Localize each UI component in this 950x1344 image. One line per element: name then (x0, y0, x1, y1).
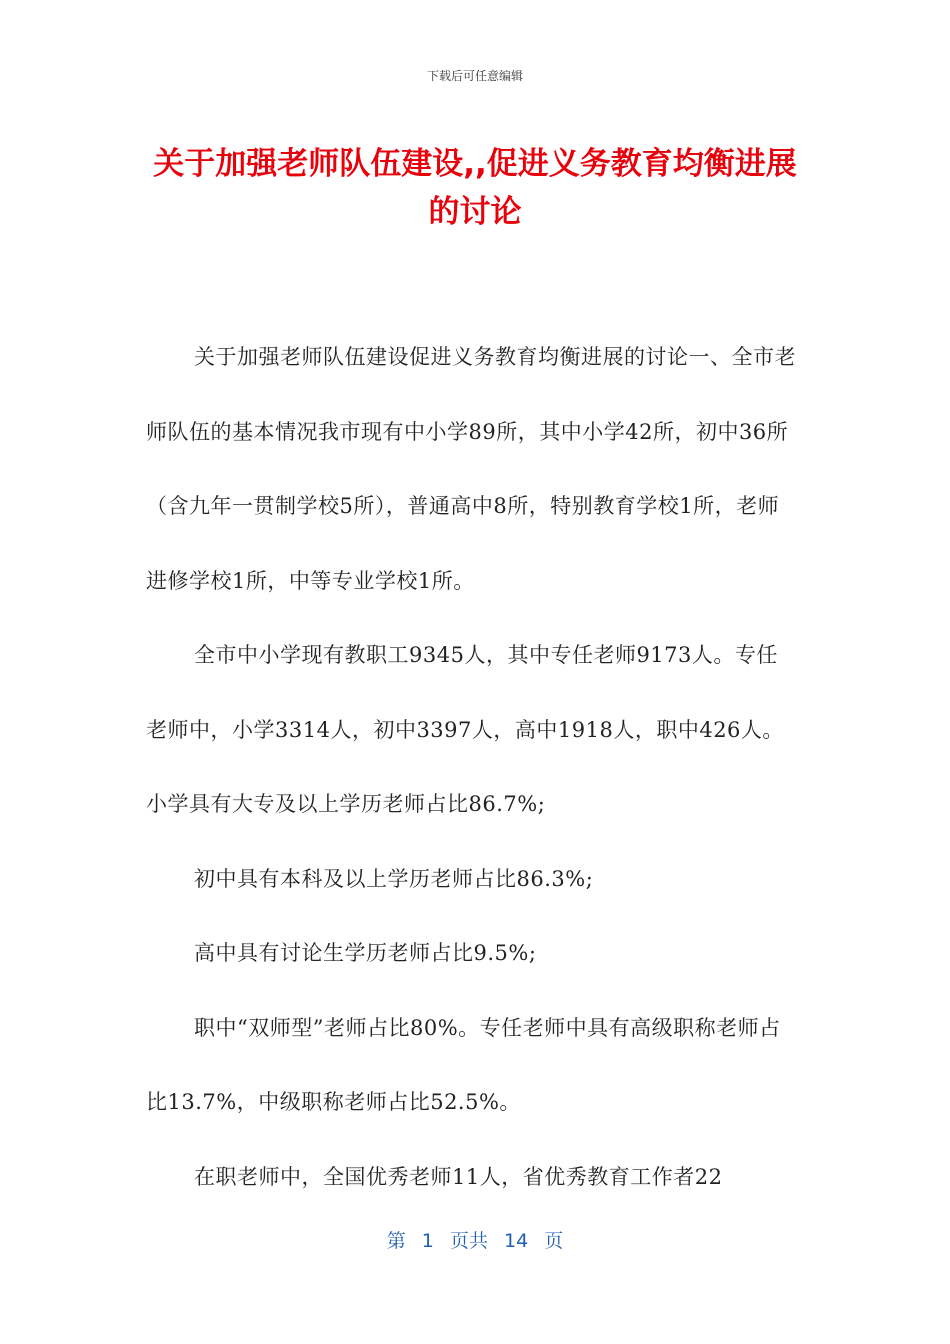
document-body (146, 320, 796, 1214)
header-note: 下载后可任意编辑 (426, 69, 523, 83)
document-title: 关于加强老师队伍建设,,促进义务教育均衡进展的讨论 (153, 146, 797, 230)
page-label-suffix: 页 (544, 1230, 564, 1252)
paragraph: 高中具有讨论生学历老师占比9.5%; (194, 941, 537, 965)
page-footer (0, 1226, 950, 1253)
page-label-prefix: 第 (386, 1230, 406, 1252)
page-label-middle: 页共 (449, 1230, 488, 1252)
paragraph: 在职老师中，全国优秀老师11人，省优秀教育工作者22 (194, 1164, 723, 1189)
paragraph: 初中具有本科及以上学历老师占比86.3%; (194, 866, 594, 891)
paragraph: 全市中小学现有教职工9345人，其中专任老师9173人。专任老师中，小学3314人，初中3397人，高中1918人，职中426人。小学具有大专及以上学历老师占比86.7%; (146, 643, 784, 816)
current-page-number: 1 (421, 1230, 434, 1252)
total-pages-number: 14 (504, 1230, 529, 1252)
paragraph: 职中“双师型”老师占比80%。专任老师中具有高级职称老师占比13.7%，中级职称老师占比52.5%。 (146, 1015, 781, 1114)
paragraph: 关于加强老师队伍建设促进义务教育均衡进展的讨论一、全市老师队伍的基本情况我市现有中小学89所，其中小学42所，初中36所（含九年一贯制学校5所），普通高中8所，特别教育学校1所，老师进修学校1所，中等专业学校1所。 (146, 345, 796, 593)
